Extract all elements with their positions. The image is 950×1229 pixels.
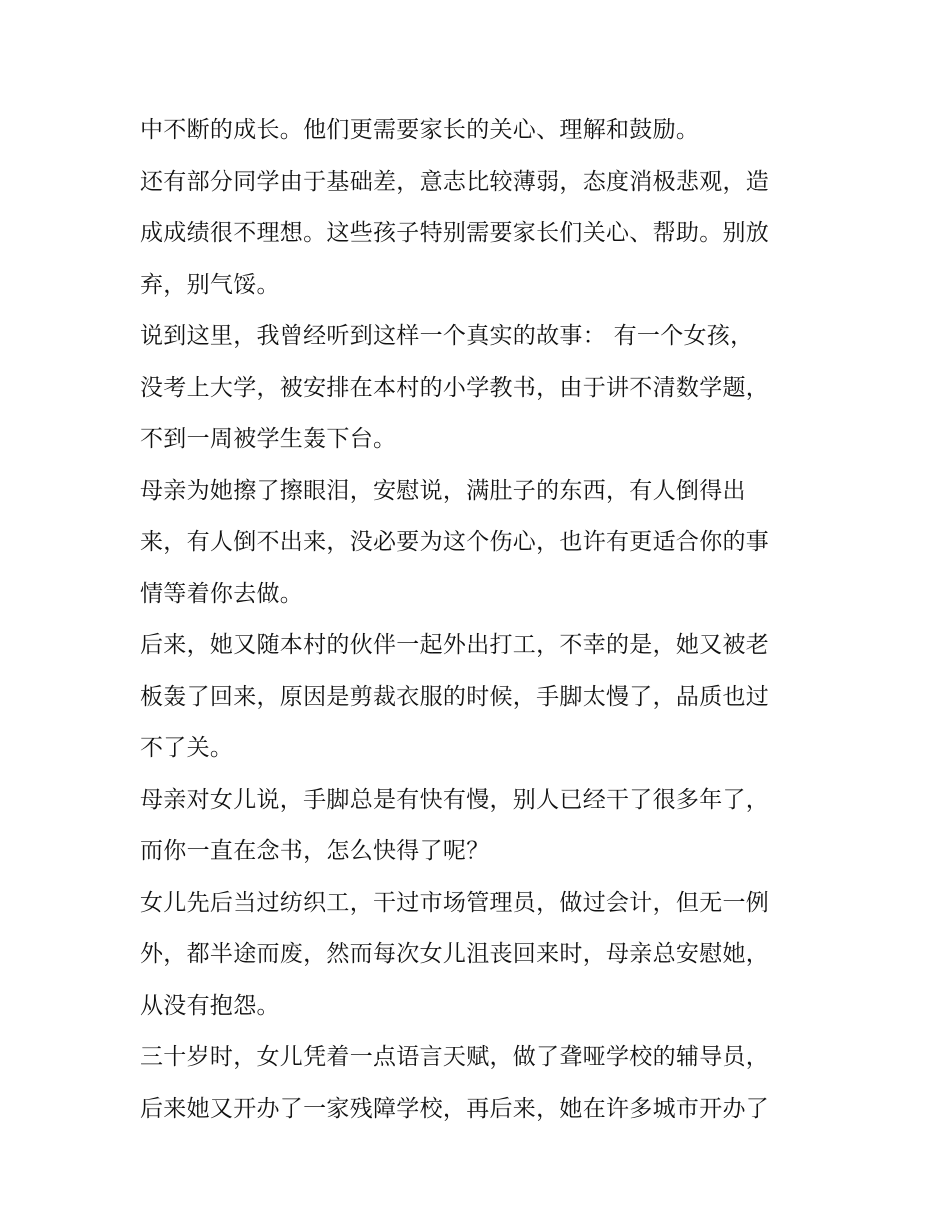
text-line: 板轰了回来，原因是剪裁衣服的时候，手脚太慢了，品质也过 xyxy=(140,683,770,710)
text-line: 母亲对女儿说，手脚总是有快有慢，别人已经干了很多年了， xyxy=(140,786,770,813)
text-line: 说到这里，我曾经听到这样一个真实的故事： 有一个女孩， xyxy=(140,323,754,349)
text-line: 从没有抱怨。 xyxy=(140,992,280,1019)
text-line: 中不断的成长。他们更需要家长的关心、理解和鼓励。 xyxy=(140,117,700,143)
text-line: 不了关。 xyxy=(140,735,234,761)
text-line: 情等着你去做。 xyxy=(140,580,304,607)
text-line: 弃，别气馁。 xyxy=(140,271,280,298)
text-line: 没考上大学，被安排在本村的小学教书，由于讲不清数学题， xyxy=(140,374,770,401)
text-line: 外，都半途而废，然而每次女儿沮丧回来时，母亲总安慰她， xyxy=(140,941,770,967)
text-line: 母亲为她擦了擦眼泪，安慰说，满肚子的东西，有人倒得出 xyxy=(140,477,746,504)
text-line: 来，有人倒不出来，没必要为这个伤心，也许有更适合你的事 xyxy=(140,529,770,555)
text-line: 后来，她又随本村的伙伴一起外出打工，不幸的是，她又被老 xyxy=(140,632,770,658)
text-line: 还有部分同学由于基础差，意志比较薄弱，态度消极悲观，造 xyxy=(140,168,770,195)
text-line: 三十岁时，女儿凭着一点语言天赋，做了聋哑学校的辅导员， xyxy=(140,1044,770,1070)
text-line: 女儿先后当过纺织工，干过市场管理员，做过会计，但无一例 xyxy=(140,889,770,916)
text-line: 而你一直在念书，怎么快得了呢？ xyxy=(140,838,490,864)
text-line: 后来她又开办了一家残障学校，再后来，她在许多城市开办了 xyxy=(140,1095,770,1122)
text-line: 不到一周被学生轰下台。 xyxy=(140,426,397,452)
body-text xyxy=(140,105,830,1135)
text-line: 成成绩很不理想。这些孩子特别需要家长们关心、帮助。别放 xyxy=(140,220,770,246)
